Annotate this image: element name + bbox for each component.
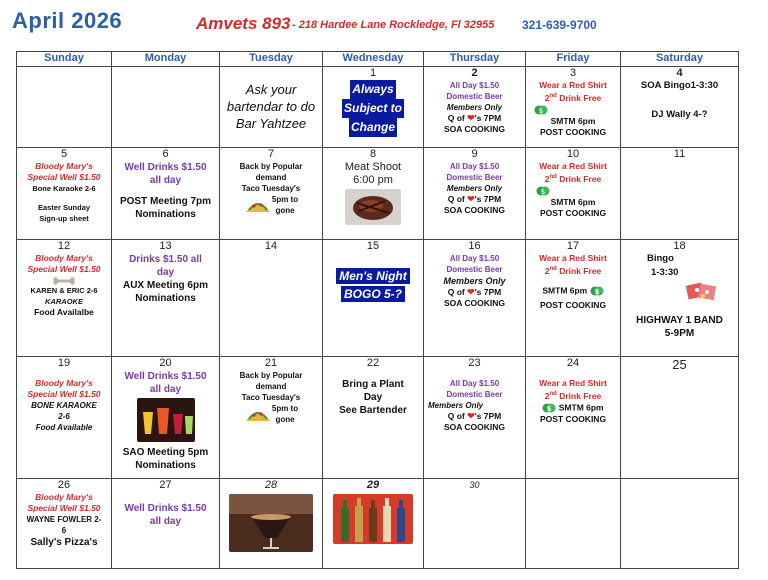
- ordinal-suffix: nd: [549, 391, 557, 397]
- ordinal-suffix: nd: [549, 174, 557, 180]
- calendar-header: [0, 0, 768, 44]
- event-line: [526, 172, 620, 185]
- event-line: Drinks $1.50 all: [129, 254, 202, 265]
- org-name: Amvets 893: [196, 14, 291, 33]
- event-line: Nominations: [135, 293, 196, 304]
- event-line: [526, 402, 620, 414]
- event-line: Sign-up sheet: [39, 214, 89, 223]
- week-row-2: [17, 148, 739, 240]
- heart-icon: ❤: [467, 194, 475, 204]
- event-line: Well Drinks $1.50: [124, 162, 207, 173]
- event-line: 2-6: [58, 412, 70, 421]
- event-line: POST Meeting 7pm: [119, 196, 212, 207]
- svg-text:$: $: [538, 106, 544, 115]
- day-number: 12: [57, 240, 71, 252]
- event-line: [526, 389, 620, 402]
- event-line: SOA COOKING: [443, 205, 506, 215]
- svg-text:$: $: [546, 404, 552, 413]
- day-number: 25: [672, 357, 687, 372]
- day-number: 17: [566, 240, 580, 252]
- day-number: 26: [57, 479, 71, 491]
- event-line: WAYNE FOWLER 2-: [26, 515, 102, 524]
- event-line: [526, 91, 620, 104]
- week-row-5: [17, 479, 739, 569]
- day-number: 8: [369, 148, 377, 160]
- day-cell-16: [424, 240, 526, 357]
- day-cell-10: [526, 148, 621, 240]
- q-of-hearts-suffix: 's 7PM: [474, 194, 502, 204]
- event-line: SOA COOKING: [443, 298, 506, 308]
- org-phone: 321-639-9700: [522, 18, 597, 32]
- drink-free-text: Drink Free: [556, 173, 602, 184]
- day-cell-25: [621, 357, 739, 479]
- event-line: Special Well $1.50: [27, 503, 101, 513]
- event-line: Special Well $1.50: [27, 264, 101, 274]
- espresso-martini-photo: [229, 494, 313, 552]
- q-of-hearts-suffix: 's 7PM: [474, 411, 502, 421]
- event-line: Meat Shoot: [344, 161, 402, 173]
- event-line: Members Only: [443, 276, 506, 286]
- event-line: SMTM 6pm: [550, 196, 596, 207]
- event-line: DJ Wally 4-?: [651, 109, 708, 120]
- day-number: 24: [566, 357, 580, 369]
- month-title: April 2026: [12, 8, 123, 33]
- org-address: - 218 Hardee Lane Rockledge, Fl 32955: [292, 19, 495, 31]
- svg-text:$: $: [540, 187, 546, 196]
- event-line: SAO Meeting 5pm: [122, 447, 209, 458]
- ordinal: 2: [544, 173, 550, 184]
- event-line: Members Only: [446, 184, 503, 193]
- day-cell-empty: [621, 479, 739, 569]
- day-number: 14: [264, 240, 278, 252]
- event-line: Day: [363, 392, 383, 403]
- event-line: gone: [275, 415, 295, 424]
- event-line: POST COOKING: [539, 413, 607, 424]
- day-number: 27: [159, 479, 172, 491]
- event-line: Easter Sunday: [37, 203, 91, 212]
- day-cell-23: [424, 357, 526, 479]
- bingo-cards-icon: [685, 280, 721, 302]
- highlight-banner: Subject to: [342, 99, 404, 118]
- event-line: Domestic Beer: [446, 92, 503, 101]
- day-cell-12: [17, 240, 112, 357]
- event-line: Bingo: [647, 253, 674, 264]
- event-line: Members Only: [446, 103, 503, 112]
- day-number: 29: [366, 479, 380, 491]
- day-cell-2: [424, 67, 526, 148]
- day-number: 13: [159, 240, 172, 252]
- event-line: Domestic Beer: [446, 265, 503, 274]
- event-line: [424, 194, 525, 205]
- event-line: Wear a Red Shirt: [539, 378, 607, 388]
- q-of-hearts-suffix: 's 7PM: [474, 113, 502, 123]
- q-of-hearts-prefix: Q of: [447, 194, 468, 204]
- event-line: POST COOKING: [539, 207, 607, 218]
- day-number: 3: [569, 67, 577, 79]
- event-line: Back by Popular: [239, 371, 303, 380]
- day-number: 4: [676, 67, 683, 79]
- week-row-3: [17, 240, 739, 357]
- event-line: Bloody Mary's: [35, 492, 93, 502]
- event-line: All Day $1.50: [449, 254, 500, 263]
- day-cell-empty: [17, 67, 112, 148]
- event-line: Special Well $1.50: [27, 172, 101, 182]
- day-cell-28: [220, 479, 323, 569]
- day-cell-14: [220, 240, 323, 357]
- highlight-banner: Change: [349, 118, 397, 137]
- day-cell-4: [621, 67, 739, 148]
- day-cell-empty: [526, 479, 621, 569]
- event-line: [424, 411, 525, 422]
- event-line: Bloody Mary's: [35, 253, 93, 263]
- event-line: KARAOKE: [45, 297, 83, 306]
- event-line: All Day $1.50: [449, 81, 500, 90]
- event-line: Bloody Mary's: [35, 378, 93, 388]
- event-line: 5-9PM: [664, 328, 695, 339]
- week-row-1: [17, 67, 739, 148]
- event-line: Bloody Mary's: [35, 161, 93, 171]
- event-line: 6:00 pm: [353, 174, 393, 186]
- heart-icon: ❤: [467, 287, 475, 297]
- bar-yahtzee-note: Ask your bartendar to do Bar Yahtzee: [226, 82, 316, 131]
- ordinal: 2: [544, 92, 550, 103]
- bone-icon: [52, 277, 76, 285]
- event-line: AUX Meeting 6pm: [122, 280, 208, 291]
- day-cell-17: [526, 240, 621, 357]
- event-line: 6: [61, 526, 67, 535]
- event-line: gone: [275, 206, 295, 215]
- event-line: Nominations: [135, 460, 196, 471]
- day-cell-13: [112, 240, 220, 357]
- day-cell-empty: [112, 67, 220, 148]
- day-number: 9: [471, 148, 478, 160]
- event-line: demand: [255, 382, 287, 391]
- event-line: [526, 285, 620, 297]
- day-number: 7: [267, 148, 275, 160]
- highlight-banner: Always: [350, 80, 395, 99]
- event-line: all day: [149, 384, 182, 395]
- beer-bottles-photo: [333, 494, 413, 544]
- event-line: Food Availalbe: [34, 307, 94, 317]
- event-line: Wear a Red Shirt: [539, 80, 607, 90]
- event-line: Bring a Plant: [342, 379, 404, 390]
- event-line: day: [156, 267, 175, 278]
- ordinal: 2: [544, 265, 550, 276]
- event-line: Members Only: [428, 401, 484, 410]
- event-line: All Day $1.50: [449, 379, 500, 388]
- day-number: 18: [673, 240, 686, 252]
- day-number: 28: [264, 479, 278, 491]
- event-line: Bone Karaoke 2-6: [32, 184, 96, 193]
- event-line: 5pm to: [271, 404, 299, 413]
- day-cell-7: [220, 148, 323, 240]
- day-number: 15: [366, 240, 380, 252]
- event-line: POST COOKING: [539, 299, 607, 310]
- taco-icon: [244, 405, 272, 423]
- day-number: 2: [471, 67, 478, 79]
- event-line: demand: [255, 173, 287, 182]
- day-number: 19: [57, 357, 71, 369]
- ordinal: 2: [544, 390, 550, 401]
- day-cell-11: [621, 148, 739, 240]
- day-cell-1: [323, 67, 424, 148]
- event-line: SOA Bingo1-3:30: [640, 80, 719, 91]
- event-line: BONE KARAOKE: [31, 401, 97, 410]
- drink-free-text: Drink Free: [556, 92, 602, 103]
- day-number: 23: [468, 357, 481, 369]
- event-line: Well Drinks $1.50: [124, 503, 207, 514]
- event-line: Domestic Beer: [446, 173, 503, 182]
- day-cell-8: [323, 148, 424, 240]
- day-cell-3: [526, 67, 621, 148]
- day-number: 10: [566, 148, 580, 160]
- event-line: all day: [149, 175, 182, 186]
- ordinal-suffix: nd: [549, 93, 557, 99]
- event-line: Special Well $1.50: [27, 389, 101, 399]
- day-cell-27: [112, 479, 220, 569]
- taco-icon: [244, 196, 272, 214]
- heart-icon: ❤: [467, 411, 475, 421]
- event-line: Nominations: [135, 209, 196, 220]
- event-line: [424, 113, 525, 124]
- event-line: Taco Tuesday's: [241, 184, 301, 193]
- weekday-header-row: [17, 52, 739, 67]
- weekday-monday: Monday: [112, 52, 220, 67]
- money-icon: [590, 285, 604, 297]
- day-number: 22: [366, 357, 380, 369]
- day-cell-29: [323, 479, 424, 569]
- day-cell-26: [17, 479, 112, 569]
- event-line: See Bartender: [339, 405, 407, 416]
- money-icon: [542, 402, 556, 414]
- event-line: Taco Tuesday's: [241, 393, 301, 402]
- event-line: 1-3:30: [651, 267, 679, 278]
- svg-text:$: $: [594, 287, 600, 296]
- day-number: 21: [264, 357, 278, 369]
- weekday-wednesday: Wednesday: [323, 52, 424, 67]
- day-number: 11: [673, 148, 686, 160]
- smtm-text: SMTM 6pm: [542, 285, 588, 296]
- event-line: [424, 287, 525, 298]
- day-number: 5: [60, 148, 68, 160]
- weekday-thursday: Thursday: [424, 52, 526, 67]
- money-icon: [526, 185, 620, 197]
- day-number: 1: [369, 67, 377, 79]
- day-cell-20: [112, 357, 220, 479]
- drink-free-text: Drink Free: [556, 390, 602, 401]
- day-cell-24: [526, 357, 621, 479]
- day-cell-15: [323, 240, 424, 357]
- q-of-hearts-prefix: Q of: [447, 113, 468, 123]
- event-line: POST COOKING: [539, 126, 607, 137]
- drink-free-text: Drink Free: [556, 265, 602, 276]
- q-of-hearts-prefix: Q of: [447, 287, 468, 297]
- ordinal-suffix: nd: [549, 266, 557, 272]
- day-number: 30: [469, 480, 480, 490]
- highlight-banner: Men's Night: [336, 268, 410, 284]
- event-line: Wear a Red Shirt: [539, 253, 607, 263]
- event-line: Wear a Red Shirt: [539, 161, 607, 171]
- event-line: Domestic Beer: [446, 390, 503, 399]
- event-line: Sally's Pizza's: [30, 537, 98, 548]
- day-cell-empty: [220, 67, 323, 148]
- q-of-hearts-suffix: 's 7PM: [474, 287, 502, 297]
- event-line: SMTM 6pm: [550, 115, 596, 126]
- weekday-tuesday: Tuesday: [220, 52, 323, 67]
- heart-icon: ❤: [467, 113, 475, 123]
- weekday-friday: Friday: [526, 52, 621, 67]
- event-line: all day: [149, 516, 182, 527]
- day-number: 20: [159, 357, 172, 369]
- money-icon: [526, 104, 620, 116]
- event-line: All Day $1.50: [449, 162, 500, 171]
- event-line: SOA COOKING: [443, 422, 506, 432]
- highlight-banner: BOGO 5-?: [341, 286, 405, 302]
- cocktails-photo: [137, 398, 195, 442]
- calendar-grid: [16, 51, 739, 569]
- q-of-hearts-prefix: Q of: [447, 411, 468, 421]
- event-line: SOA COOKING: [443, 124, 506, 134]
- event-line: Food Available: [35, 423, 93, 432]
- event-line: HIGHWAY 1 BAND: [636, 315, 723, 326]
- event-line: Well Drinks $1.50: [124, 371, 207, 382]
- day-number: 6: [162, 148, 169, 160]
- week-row-4: [17, 357, 739, 479]
- smtm-text: SMTM 6pm: [558, 402, 604, 413]
- day-cell-9: [424, 148, 526, 240]
- weekday-saturday: Saturday: [621, 52, 739, 67]
- event-line: 5pm to: [271, 195, 299, 204]
- day-cell-30: [424, 479, 526, 569]
- event-line: Back by Popular: [239, 162, 303, 171]
- day-cell-21: [220, 357, 323, 479]
- event-line: [526, 264, 620, 277]
- day-cell-18: [621, 240, 739, 357]
- weekday-sunday: Sunday: [17, 52, 112, 67]
- steak-photo: [345, 189, 401, 225]
- event-line: KAREN & ERIC 2-6: [30, 286, 98, 295]
- day-cell-5: [17, 148, 112, 240]
- day-number: 16: [468, 240, 481, 252]
- day-cell-22: [323, 357, 424, 479]
- day-cell-19: [17, 357, 112, 479]
- day-cell-6: [112, 148, 220, 240]
